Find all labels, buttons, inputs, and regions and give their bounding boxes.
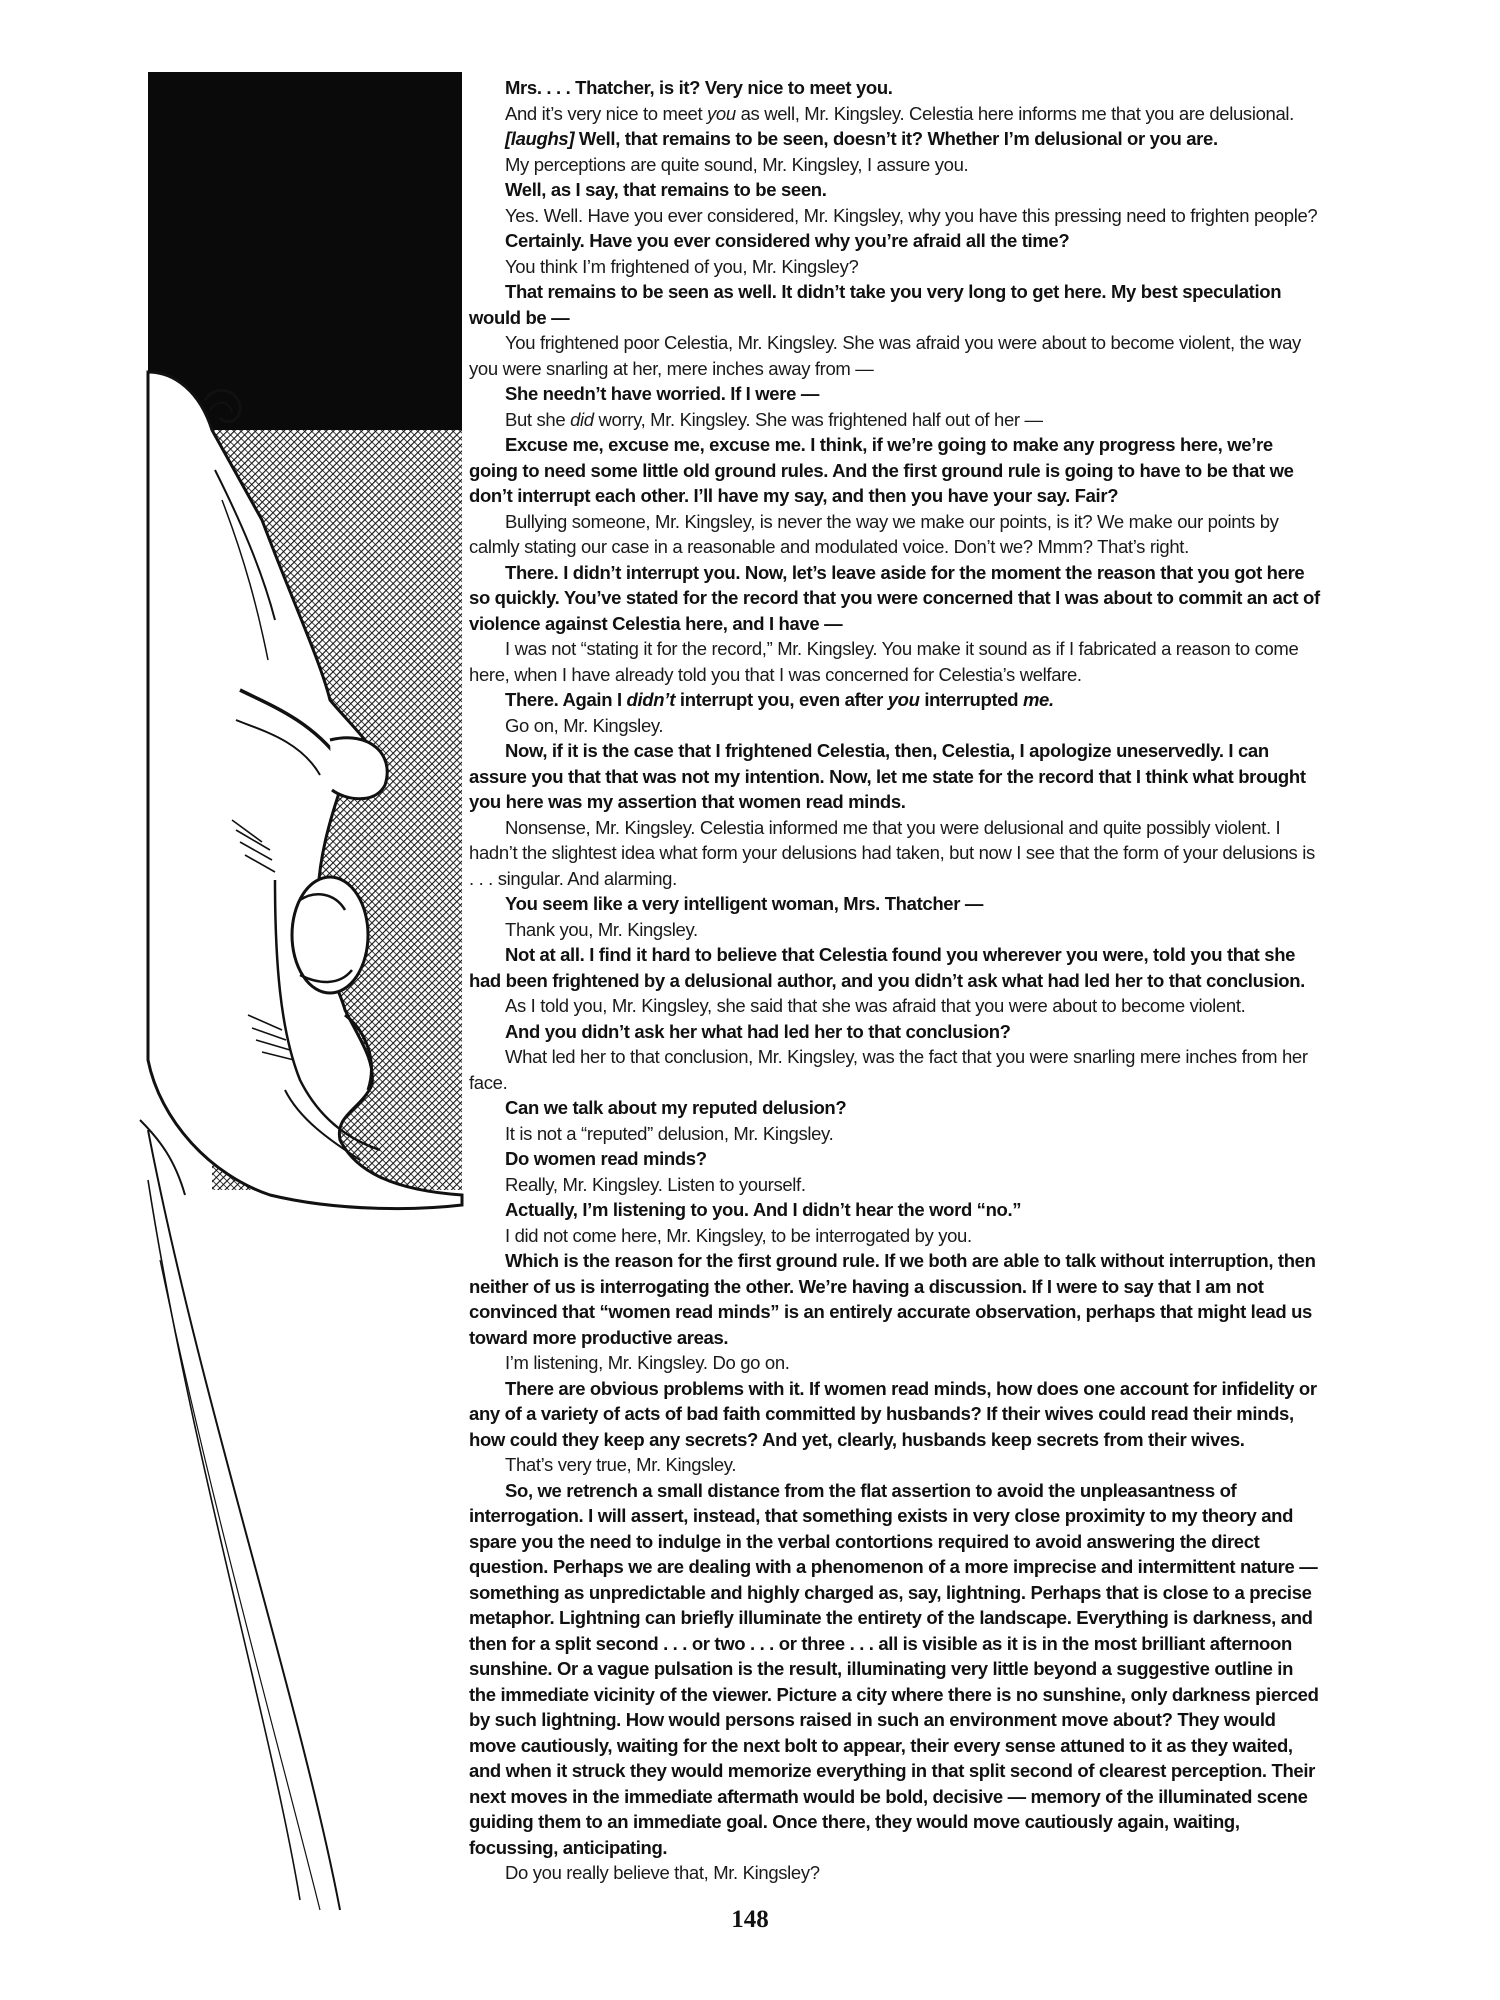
dialogue-text-run: I did not come here, Mr. Kingsley, to be interrogated by you. (505, 1224, 972, 1246)
kingsley-line (469, 738, 1324, 815)
dialogue-text-run: Go on, Mr. Kingsley. (505, 714, 664, 736)
dialogue-text-run: It is not a “reputed” delusion, Mr. Kingsley. (505, 1122, 834, 1144)
kingsley-line (469, 432, 1324, 509)
dialogue-text-run: That’s very true, Mr. Kingsley. (505, 1454, 737, 1475)
dialogue-text-run: Do you really believe that, Mr. Kingsley? (505, 1862, 820, 1883)
dialogue-text-run: interrupted (919, 689, 1023, 710)
thatcher-line (469, 917, 1324, 943)
kingsley-line (469, 75, 1324, 101)
page-number: 148 (731, 1906, 769, 1933)
profile-portrait-illustration (0, 0, 470, 2000)
dialogue-text-run: Can we talk about my reputed delusion? (505, 1097, 847, 1118)
kingsley-line (469, 1019, 1324, 1045)
dialogue-text-run: worry, Mr. Kingsley. She was frightened half out of her — (593, 408, 1043, 430)
dialogue-text-run: So, we retrench a small distance from the flat assertion to avoid the unpleasantness of interrogation. I will assert, instead, that something exists in very close proximity to my theory and spare you the need to indulge in the verbal contortions required to avoid answering the direct question. Perhaps we are dealing with a phenomenon of a more imprecise and intermittent nature — something as unpredictable and highly charged as, say, lightning. Perhaps that is close to a precise metaphor. Lightning can briefly illuminate the entirety of the landscape. Everything is darkness, and then for a split second . . . or two . . . or three . . . all is visible as it is in the most brilliant afternoon sunshine. Or a vague pulsation is the result, illuminating very little beyond a suggestive outline in the immediate vicinity of the viewer. Picture a city where there is no sunshine, only darkness pierced by such lightning. How would persons raised in such an environment move about? They would move cautiously, waiting for the next bolt to appear, their every sense attuned to it as they waited, and when it struck they would memorize everything in that split second of clearest perception. Their next moves in the immediate aftermath would be bold, decisive — memory of the illuminated scene guiding them to an immediate goal. Once there, they would move cautiously again, waiting, focussing, anticipating. (469, 1479, 1319, 1858)
kingsley-line (469, 1197, 1324, 1223)
dialogue-text-run: I’m listening, Mr. Kingsley. Do go on. (505, 1352, 790, 1373)
dialogue-text-run: Nonsense, Mr. Kingsley. Celestia informed me that you were delusional and quite possibly violent. I hadn’t the slightest idea what form your delusions had taken, but now I see that the form of your delusions is . . . singular. And alarming. (469, 816, 1315, 889)
kingsley-line (469, 177, 1324, 203)
kingsley-line (469, 560, 1324, 637)
dialogue-text-run: as well, Mr. Kingsley. Celestia here informs me that you are delusional. (735, 102, 1294, 124)
dialogue-text-run: Not at all. I find it hard to believe that Celestia found you wherever you were, told you that she had been frightened by a delusional author, and you didn’t ask what had led her to that conclusion. (469, 944, 1305, 991)
thatcher-line (469, 1223, 1324, 1249)
kingsley-line (469, 381, 1324, 407)
thatcher-line (469, 101, 1324, 127)
dialogue-text-run: But she (505, 408, 571, 430)
dialogue-text-run: Do women read minds? (505, 1148, 707, 1169)
thatcher-line (469, 407, 1324, 433)
kingsley-line (469, 891, 1324, 917)
thatcher-line (469, 1172, 1324, 1198)
dialogue-text-run: Bullying someone, Mr. Kingsley, is never the way we make our points, is it? We make our points by calmly stating our case in a reasonable and modulated voice. Don’t we? Mmm? That’s right. (469, 510, 1279, 557)
emphasis-text: me. (1022, 689, 1054, 710)
dialogue-text-run: interrupt you, even after (675, 689, 888, 710)
thatcher-line (469, 1860, 1324, 1886)
thatcher-line (469, 1044, 1324, 1095)
dialogue-text-run: Well, as I say, that remains to be seen. (505, 179, 827, 200)
thatcher-line (469, 815, 1324, 892)
kingsley-line (469, 942, 1324, 993)
kingsley-line (469, 126, 1324, 152)
thatcher-line (469, 713, 1324, 739)
dialogue-text-run: Now, if it is the case that I frightened Celestia, then, Celestia, I apologize uneservedly. I can assure you that that was not my intention. Now, let me state for the record that I think what brought you here was my assertion that women read minds. (469, 740, 1306, 812)
dialogue-text-run: Which is the reason for the first ground rule. If we both are able to talk without interruption, then neither of us is interrogating the other. We’re having a discussion. If I were to say that I am not convinced that “women read minds” is an entirely accurate observation, perhaps that might lead us toward more productive areas. (469, 1250, 1316, 1348)
thatcher-line (469, 203, 1324, 229)
dialogue-text-run: Well, that remains to be seen, doesn’t it? Whether I’m delusional or you are. (574, 128, 1218, 149)
thatcher-line (469, 509, 1324, 560)
kingsley-line (469, 1478, 1324, 1861)
dialogue-text-run: Yes. Well. Have you ever considered, Mr. Kingsley, why you have this pressing need to frighten people? (505, 204, 1318, 226)
dialogue-text-run: Certainly. Have you ever considered why you’re afraid all the time? (505, 230, 1070, 251)
dialogue-text-run: Mrs. . . . Thatcher, is it? Very nice to meet you. (505, 77, 893, 98)
kingsley-line (469, 228, 1324, 254)
emphasis-text: [laughs] (505, 128, 575, 149)
dialogue-text-run: And you didn’t ask her what had led her to that conclusion? (505, 1020, 1011, 1042)
dialogue-text-run: Actually, I’m listening to you. And I didn’t hear the word “no.” (505, 1199, 1022, 1220)
emphasis-text: you (887, 689, 920, 710)
thatcher-line (469, 152, 1324, 178)
dialogue-text-run: You think I’m frightened of you, Mr. Kingsley? (505, 255, 859, 277)
black-background-block (148, 72, 462, 432)
dialogue-text-run: There. I didn’t interrupt you. Now, let’s leave aside for the moment the reason that you got here so quickly. You’ve stated for the record that you were concerned that I was about to commit an act of violence against Celestia here, and I have — (469, 561, 1320, 634)
kingsley-line (469, 279, 1324, 330)
dialogue-text-run: Excuse me, excuse me, excuse me. I think, if we’re going to make any progress here, we’re going to need some little old ground rules. And the first ground rule is going to have to be that we don’t interrupt each other. I’ll have my say, and then you have your say. Fair? (469, 434, 1294, 506)
emphasis-text: you (707, 102, 736, 124)
dialogue-text-run: Thank you, Mr. Kingsley. (505, 918, 698, 940)
emphasis-text: did (570, 408, 594, 430)
dialogue-text-run: You frightened poor Celestia, Mr. Kingsley. She was afraid you were about to become violent, the way you were snarling at her, mere inches away from — (469, 332, 1301, 379)
dialogue-text (469, 75, 1324, 1886)
emphasis-text: didn’t (626, 689, 676, 710)
dialogue-text-run: There are obvious problems with it. If women read minds, how does one account for infidelity or any of a variety of acts of bad faith committed by husbands? If their wives could read their minds, how could they keep any secrets? And yet, clearly, husbands keep secrets from their wives. (469, 1377, 1317, 1450)
dialogue-text-run: My perceptions are quite sound, Mr. Kingsley, I assure you. (505, 153, 969, 175)
thatcher-line (469, 1350, 1324, 1376)
dialogue-text-run: She needn’t have worried. If I were — (505, 383, 819, 404)
kingsley-line (469, 687, 1324, 713)
dialogue-text-run: You seem like a very intelligent woman, Mrs. Thatcher — (505, 893, 984, 914)
thatcher-line (469, 254, 1324, 280)
thatcher-line (469, 1452, 1324, 1478)
dialogue-text-run: And it’s very nice to meet (505, 102, 708, 124)
dialogue-text-run: What led her to that conclusion, Mr. Kingsley, was the fact that you were snarling mere inches from her face. (469, 1046, 1308, 1093)
kingsley-line (469, 1095, 1324, 1121)
kingsley-line (469, 1376, 1324, 1453)
dialogue-text-run: There. Again I (505, 689, 627, 710)
dialogue-text-run: Really, Mr. Kingsley. Listen to yourself. (505, 1173, 806, 1195)
thatcher-line (469, 330, 1324, 381)
dialogue-text-run: As I told you, Mr. Kingsley, she said that she was afraid that you were about to become violent. (505, 995, 1246, 1016)
kingsley-line (469, 1248, 1324, 1350)
kingsley-line (469, 1146, 1324, 1172)
thatcher-line (469, 993, 1324, 1019)
thatcher-line (469, 1121, 1324, 1147)
dialogue-text-run: I was not “stating it for the record,” Mr. Kingsley. You make it sound as if I fabricated a reason to come here, when I have already told you that I was concerned for Celestia’s welfare. (469, 638, 1299, 685)
dialogue-text-run: That remains to be seen as well. It didn’t take you very long to get here. My best speculation would be — (469, 281, 1282, 328)
thatcher-line (469, 636, 1324, 687)
